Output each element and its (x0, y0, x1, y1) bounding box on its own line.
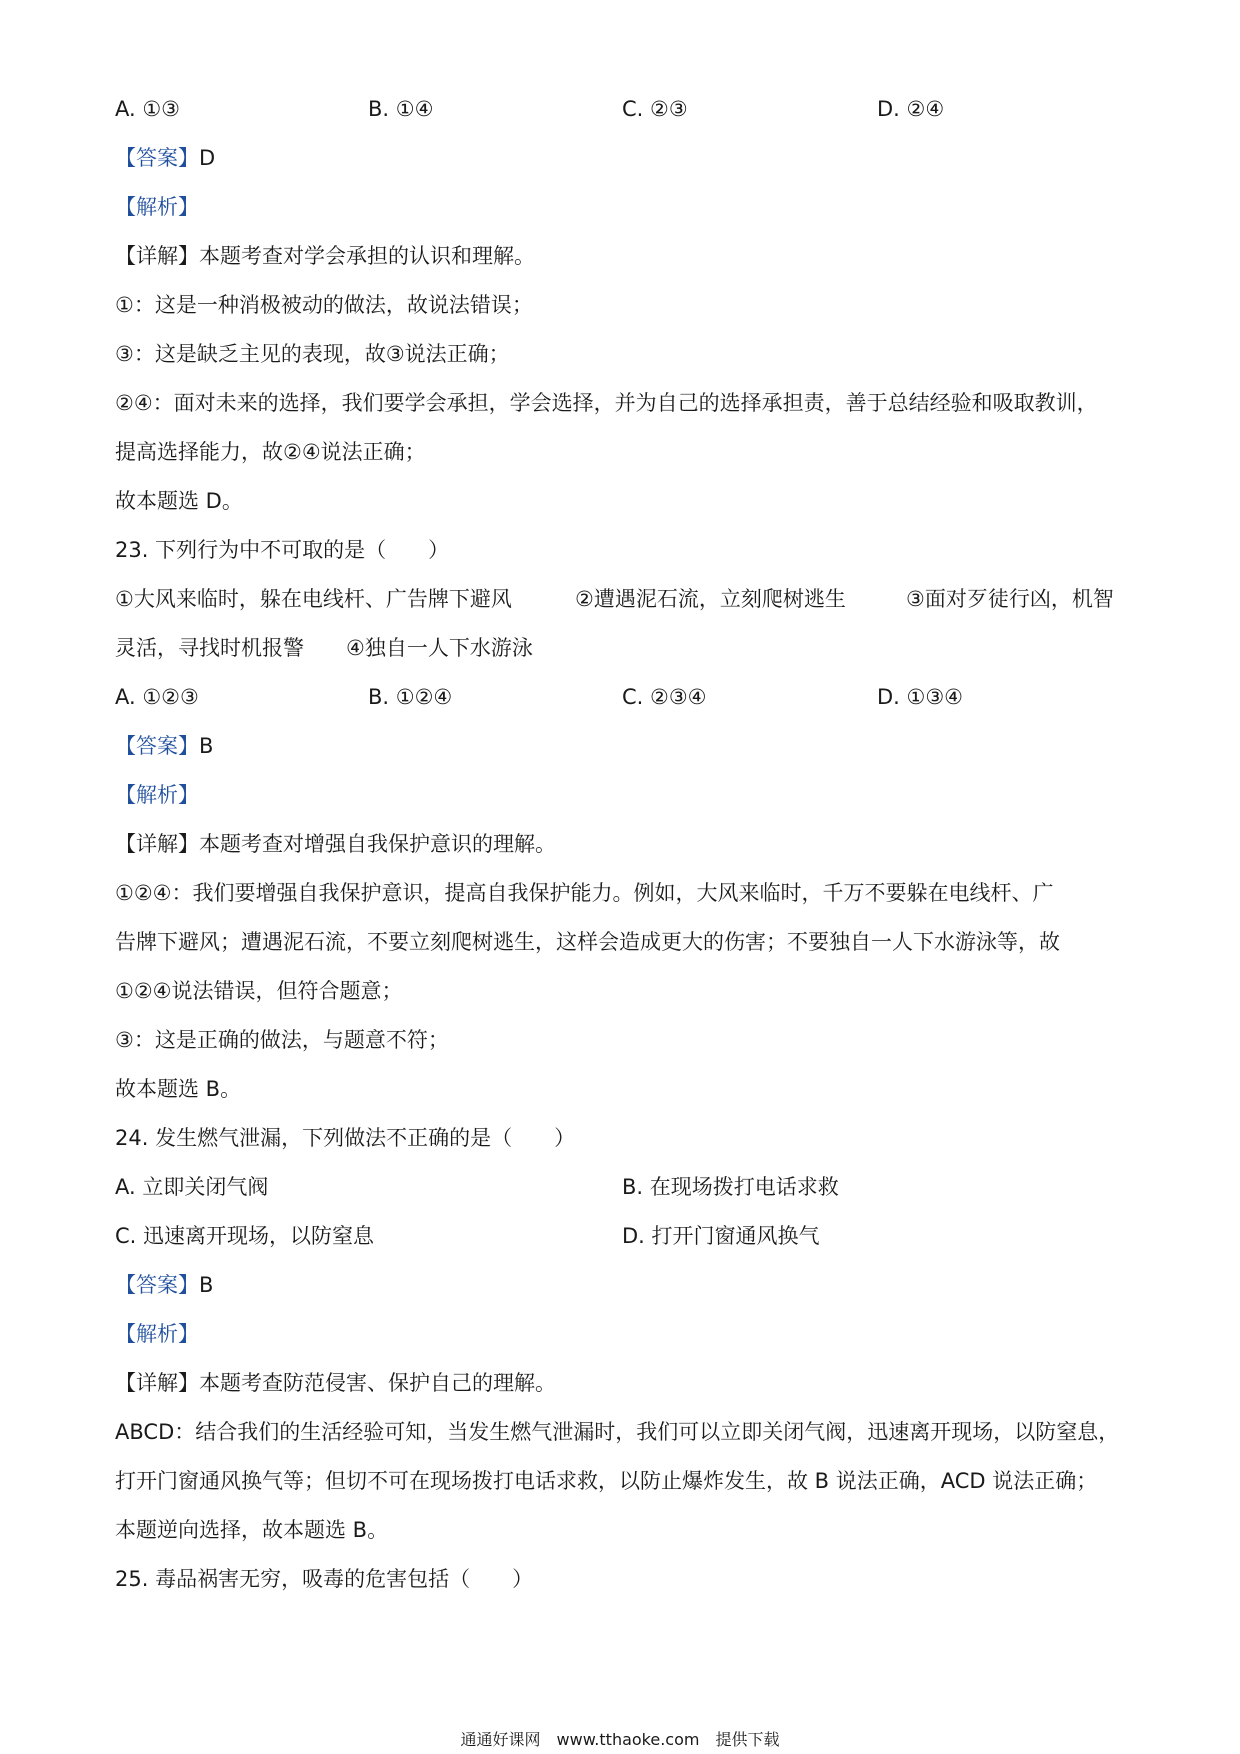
q23-option-d: D. ①③④ (877, 685, 963, 709)
q23-item-3: ③面对歹徒行凶，机智 (906, 587, 1114, 611)
answer-tag: 【答案】 (115, 146, 199, 170)
page-footer: 通通好课网 www.tthaoke.com 提供下载 (460, 1730, 780, 1749)
q23-detail: 【详解】本题考查对增强自我保护意识的理解。 (115, 832, 556, 856)
q25-stem: 25. 毒品祸害无穷，吸毒的危害包括（ ） (115, 1567, 534, 1591)
answer-value: D (199, 146, 216, 170)
q23-analysis-tag: 【解析】 (115, 783, 199, 807)
q23-items-line2: 灵活，寻找时机报警 ④独自一人下水游泳 (115, 636, 533, 660)
q24-option-d: D. 打开门窗通风换气 (622, 1224, 820, 1248)
answer-value: B (199, 1273, 214, 1297)
q22-line-1: ①：这是一种消极被动的做法，故说法错误； (115, 293, 533, 317)
q23-stem: 23. 下列行为中不可取的是（ ） (115, 538, 450, 562)
q24-line-1: ABCD：结合我们的生活经验可知，当发生燃气泄漏时，我们可以立即关闭气阀，迅速离开现场，以防窒息， (115, 1420, 1120, 1444)
q24-option-b: B. 在现场拨打电话求救 (622, 1175, 839, 1199)
q22-line-5: 故本题选 D。 (115, 489, 243, 513)
q22-option-d: D. ②④ (877, 97, 945, 121)
q24-detail: 【详解】本题考查防范侵害、保护自己的理解。 (115, 1371, 556, 1395)
q23-line-5: 故本题选 B。 (115, 1077, 242, 1101)
q23-answer (115, 732, 213, 760)
q22-detail: 【详解】本题考查对学会承担的认识和理解。 (115, 244, 535, 268)
q24-analysis-tag: 【解析】 (115, 1322, 199, 1346)
q23-option-a: A. ①②③ (115, 685, 199, 709)
q23-line-3: ①②④说法错误，但符合题意； (115, 979, 403, 1003)
q23-line-1: ①②④：我们要增强自我保护意识，提高自我保护能力。例如，大风来临时，千万不要躲在电线杆、广 (115, 881, 1054, 905)
q22-line-4: 提高选择能力，故②④说法正确； (115, 440, 426, 464)
q24-option-a: A. 立即关闭气阀 (115, 1175, 269, 1199)
q23-option-b: B. ①②④ (368, 685, 453, 709)
q23-option-c: C. ②③④ (622, 685, 707, 709)
q22-analysis-tag: 【解析】 (115, 195, 199, 219)
answer-tag: 【答案】 (115, 1273, 199, 1297)
answer-tag: 【答案】 (115, 734, 199, 758)
q24-line-3: 本题逆向选择，故本题选 B。 (115, 1518, 389, 1542)
q24-stem: 24. 发生燃气泄漏，下列做法不正确的是（ ） (115, 1126, 576, 1150)
q23-item-1: ①大风来临时，躲在电线杆、广告牌下避风 (115, 587, 512, 611)
q22-answer (115, 144, 215, 172)
answer-value: B (199, 734, 214, 758)
q24-option-c: C. 迅速离开现场，以防窒息 (115, 1224, 375, 1248)
q22-option-c: C. ②③ (622, 97, 688, 121)
q23-line-2: 告牌下避风；遭遇泥石流，不要立刻爬树逃生，这样会造成更大的伤害；不要独自一人下水游泳等，故 (115, 930, 1060, 954)
q23-line-4: ③：这是正确的做法，与题意不符； (115, 1028, 449, 1052)
q23-item-2: ②遭遇泥石流，立刻爬树逃生 (575, 587, 846, 611)
q22-option-b: B. ①④ (368, 97, 434, 121)
q22-line-3: ②④：面对未来的选择，我们要学会承担，学会选择，并为自己的选择承担责，善于总结经验和吸取教训， (115, 391, 1098, 415)
q24-line-2: 打开门窗通风换气等；但切不可在现场拨打电话求救，以防止爆炸发生，故 B 说法正确，ACD 说法正确； (115, 1469, 1098, 1493)
q22-option-a: A. ①③ (115, 97, 180, 121)
q22-line-2: ③：这是缺乏主见的表现，故③说法正确； (115, 342, 510, 366)
q24-answer (115, 1271, 213, 1299)
